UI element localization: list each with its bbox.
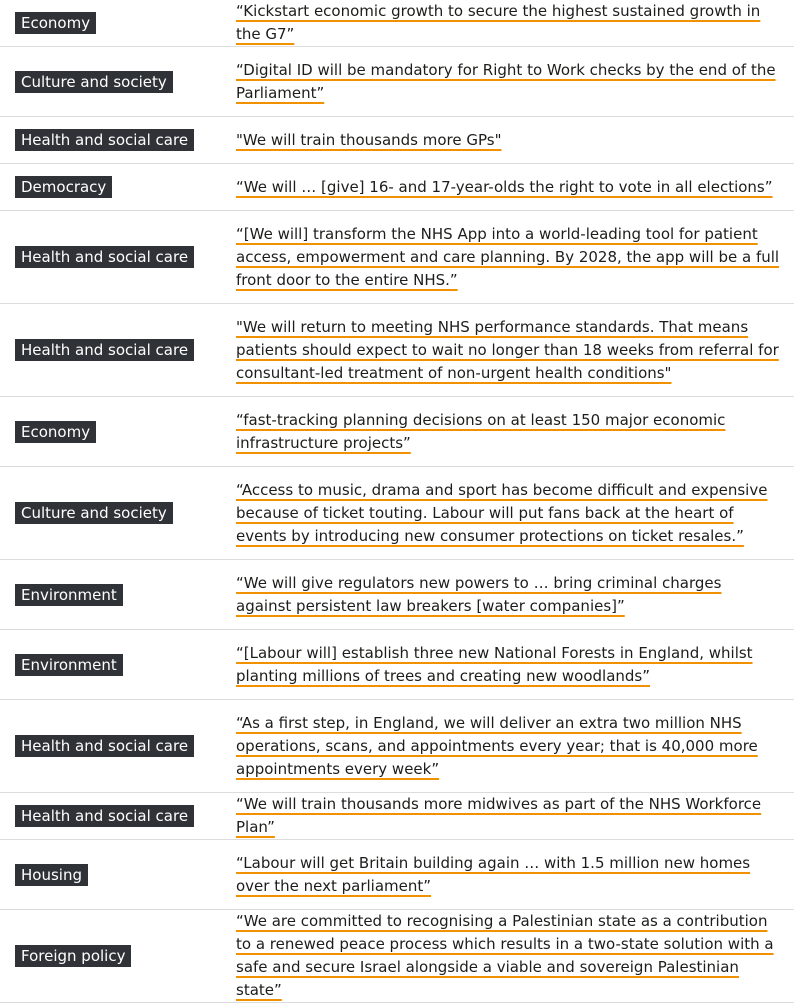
category-cell bbox=[0, 117, 221, 164]
table-row bbox=[0, 0, 794, 47]
category-badge: Health and social care bbox=[15, 339, 194, 361]
quote-cell bbox=[221, 0, 794, 47]
table-row bbox=[0, 47, 794, 117]
category-badge: Health and social care bbox=[15, 246, 194, 268]
category-badge: Culture and society bbox=[15, 502, 173, 524]
quote-cell bbox=[221, 910, 794, 1003]
category-badge: Foreign policy bbox=[15, 945, 131, 967]
quote-cell bbox=[221, 700, 794, 793]
category-cell bbox=[0, 0, 221, 47]
category-badge: Health and social care bbox=[15, 805, 194, 827]
category-cell bbox=[0, 560, 221, 630]
table-row bbox=[0, 630, 794, 700]
category-badge: Health and social care bbox=[15, 129, 194, 151]
pledge-quote-link[interactable]: “[We will] transform the NHS App into a world-leading tool for patient access, empowerment and care planning. By 2028, the app will be a full front door to the entire NHS.” bbox=[236, 224, 780, 289]
pledge-quote-link[interactable]: "We will return to meeting NHS performance standards. That means patients should expect to wait no longer than 18 weeks from referral for consultant-led treatment of non-urgent health conditions" bbox=[236, 317, 779, 382]
pledge-quote-link[interactable]: “Access to music, drama and sport has become difficult and expensive because of ticket touting. Labour will put fans back at the heart of events by introducing new consumer protections on ticket resales.” bbox=[236, 480, 768, 545]
table-row bbox=[0, 840, 794, 910]
table-row bbox=[0, 560, 794, 630]
quote-cell bbox=[221, 117, 794, 164]
table-row bbox=[0, 397, 794, 467]
table-row bbox=[0, 700, 794, 793]
category-cell bbox=[0, 164, 221, 211]
pledge-quote-link[interactable]: “fast-tracking planning decisions on at least 150 major economic infrastructure projects” bbox=[236, 410, 726, 452]
category-cell bbox=[0, 304, 221, 397]
pledge-quote-link[interactable]: “Labour will get Britain building again … with 1.5 million new homes over the next parliament” bbox=[236, 853, 751, 895]
category-cell bbox=[0, 211, 221, 304]
category-cell bbox=[0, 630, 221, 700]
quote-cell bbox=[221, 467, 794, 560]
table-row bbox=[0, 467, 794, 560]
category-cell bbox=[0, 397, 221, 467]
pledge-quote-link[interactable]: “Digital ID will be mandatory for Right to Work checks by the end of the Parliament” bbox=[236, 60, 776, 102]
quote-cell bbox=[221, 47, 794, 117]
category-cell bbox=[0, 910, 221, 1003]
category-cell bbox=[0, 467, 221, 560]
quote-cell bbox=[221, 793, 794, 840]
quote-cell bbox=[221, 630, 794, 700]
pledge-quote-link[interactable]: “We will … [give] 16- and 17-year-olds the right to vote in all elections” bbox=[236, 177, 773, 196]
pledge-quote-link[interactable]: “Kickstart economic growth to secure the highest sustained growth in the G7” bbox=[236, 2, 761, 43]
pledge-quote-link[interactable]: “We will give regulators new powers to … bring criminal charges against persistent law breakers [water companies]” bbox=[236, 573, 722, 615]
table-row bbox=[0, 910, 794, 1003]
pledge-quote-link[interactable]: “[Labour will] establish three new National Forests in England, whilst planting millions of trees and creating new woodlands” bbox=[236, 643, 753, 685]
table-row bbox=[0, 304, 794, 397]
category-badge: Economy bbox=[15, 12, 96, 34]
category-badge: Environment bbox=[15, 584, 123, 606]
pledge-quote-link[interactable]: “As a first step, in England, we will deliver an extra two million NHS operations, scans, and appointments every year; that is 40,000 more appointments every week” bbox=[236, 713, 758, 778]
category-cell bbox=[0, 700, 221, 793]
pledge-quote-link[interactable]: "We will train thousands more GPs" bbox=[236, 130, 502, 149]
quote-cell bbox=[221, 304, 794, 397]
table-row bbox=[0, 793, 794, 840]
category-badge: Democracy bbox=[15, 176, 112, 198]
table-row bbox=[0, 117, 794, 164]
pledge-quote-link[interactable]: “We will train thousands more midwives as part of the NHS Workforce Plan” bbox=[236, 795, 762, 836]
quote-cell bbox=[221, 211, 794, 304]
quote-cell bbox=[221, 397, 794, 467]
table-row bbox=[0, 211, 794, 304]
quote-cell bbox=[221, 560, 794, 630]
category-badge: Housing bbox=[15, 864, 88, 886]
quote-cell bbox=[221, 840, 794, 910]
quote-cell bbox=[221, 164, 794, 211]
category-cell bbox=[0, 47, 221, 117]
category-badge: Health and social care bbox=[15, 735, 194, 757]
category-badge: Culture and society bbox=[15, 71, 173, 93]
pledge-quote-link[interactable]: “We are committed to recognising a Palestinian state as a contribution to a renewed peace process which results in a two-state solution with a safe and secure Israel alongside a viable and sovereign Palestinian state” bbox=[236, 912, 774, 999]
category-cell bbox=[0, 793, 221, 840]
category-badge: Economy bbox=[15, 421, 96, 443]
category-badge: Environment bbox=[15, 654, 123, 676]
table-row bbox=[0, 164, 794, 211]
category-cell bbox=[0, 840, 221, 910]
